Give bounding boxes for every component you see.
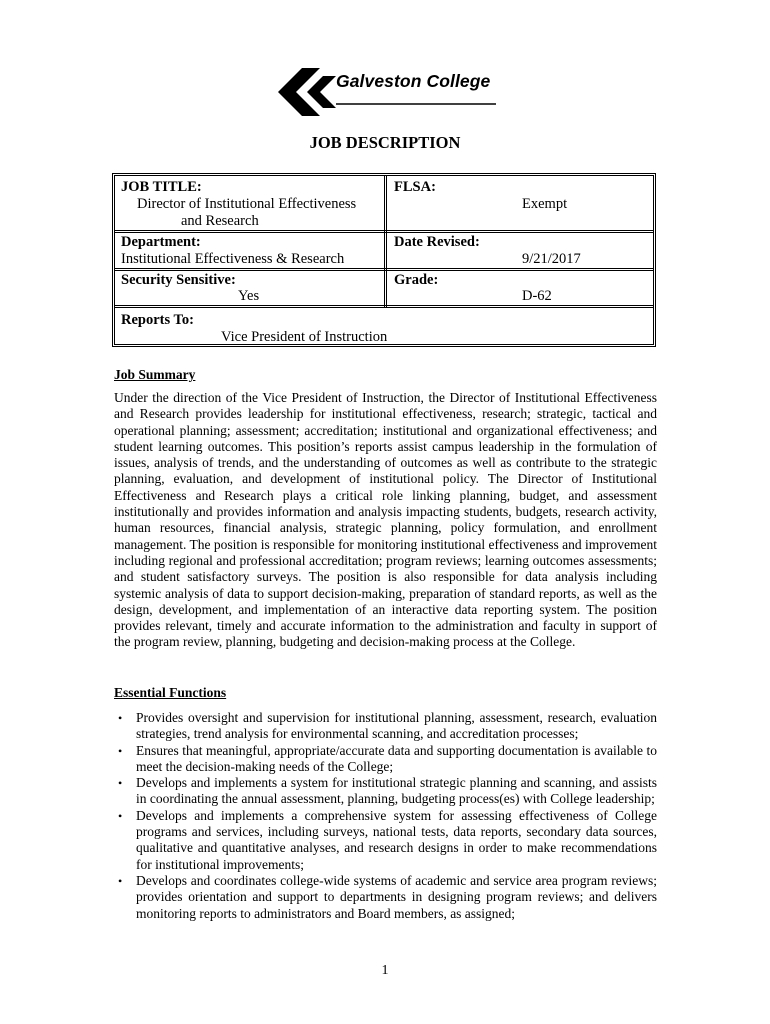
list-item [114, 775, 657, 808]
page-title: JOB DESCRIPTION [309, 133, 461, 152]
flsa-value: Exempt [522, 196, 568, 212]
department-label: Department: [121, 234, 201, 250]
job-info-table [112, 173, 656, 347]
bullet-icon: • [118, 711, 123, 725]
security-sensitive-value: Yes [238, 288, 260, 304]
list-item [114, 808, 657, 873]
list-item-text: Ensures that meaningful, appropriate/accurate data and supporting documentation is available to meet the decision-making needs of the College; [136, 742, 657, 774]
date-revised-value: 9/21/2017 [522, 251, 581, 267]
job-summary-text: Under the direction of the Vice President of Instruction, the Director of Institutional Effectiveness and Research provides leadership for institutional effectiveness, research; strategic, tactical and operational planning; assessment; accreditation; institutional and organizational effectiveness; and student learning outcomes. This position’s reports assist campus leadership in the formulation of issues, analysis of trends, and the understanding of outcomes as well as contribute to the strategic planning, evaluation, and development of institutional policy. The Director of Institutional Effectiveness and Research plays a critical role linking planning, budget, and assessment institutionally and provides information and analysis impacting students, budgets, research activity, human resources, financial analysis, strategic planning, policy formulation, and enrollment management. The position is responsible for monitoring institutional effectiveness and improvement including regional and professional accreditation; program reviews; learning outcomes assessments; and student satisfactory surveys. The position is also responsible for data analysis including systemic analysis of data to support decision-making, preparation of standard reports, as well as the design, development, and implementation of an interactive data reporting system. The position provides relevant, timely and accurate information to the administration and faculty in support of the program review, planning, budgeting and decision-making process at the College. [114, 390, 657, 650]
flsa-label: FLSA: [394, 179, 436, 195]
job-title-label: JOB TITLE: [121, 179, 202, 195]
list-item-text: Develops and coordinates college-wide systems of academic and service area program reviews; provides orientation and support to departments in designing program reviews; and delivers monitoring reports to administrators and Board members, as assigned; [136, 872, 657, 921]
list-item-text: Provides oversight and supervision for institutional planning, assessment, research, evaluation strategies, trend analysis for environmental scanning, and accreditation processes; [136, 710, 657, 742]
bullet-icon: • [118, 743, 123, 758]
list-item-text: Develops and implements a comprehensive system for assessing effectiveness of College programs and services, including surveys, national tests, data reports, secondary data sources, qualitative and quantitative analyses, and research designs in order to make recommendations for institutional improvements; [136, 807, 657, 872]
logo-wordmark: Galveston College [336, 71, 491, 91]
department-value: Institutional Effectiveness & Research [121, 251, 345, 267]
table-divider [115, 268, 653, 271]
college-logo [276, 66, 500, 118]
job-title-value-cont: and Research [181, 213, 259, 229]
list-item [114, 743, 657, 776]
grade-value: D-62 [522, 288, 552, 304]
table-divider [384, 176, 387, 307]
page-number: 1 [381, 963, 389, 978]
table-divider [115, 230, 653, 233]
table-divider [115, 305, 653, 308]
list-item [114, 873, 657, 922]
essential-functions-list [114, 710, 657, 922]
security-sensitive-label: Security Sensitive: [121, 272, 236, 288]
bullet-icon: • [118, 873, 123, 888]
date-revised-label: Date Revised: [394, 234, 480, 250]
bullet-icon: • [118, 776, 123, 791]
reports-to-value: Vice President of Instruction [221, 329, 388, 345]
reports-to-label: Reports To: [121, 312, 194, 328]
grade-label: Grade: [394, 272, 439, 288]
bullet-icon: • [118, 808, 123, 823]
list-item-text: Develops and implements a system for institutional strategic planning and scanning, and assists in coordinating the annual assessment, planning, budgeting process(es) with College leadership; [136, 775, 657, 807]
list-item [114, 710, 657, 743]
job-title-value: Director of Institutional Effectiveness [137, 196, 357, 212]
job-summary-heading: Job Summary [114, 367, 196, 382]
essential-functions-heading: Essential Functions [114, 685, 227, 700]
